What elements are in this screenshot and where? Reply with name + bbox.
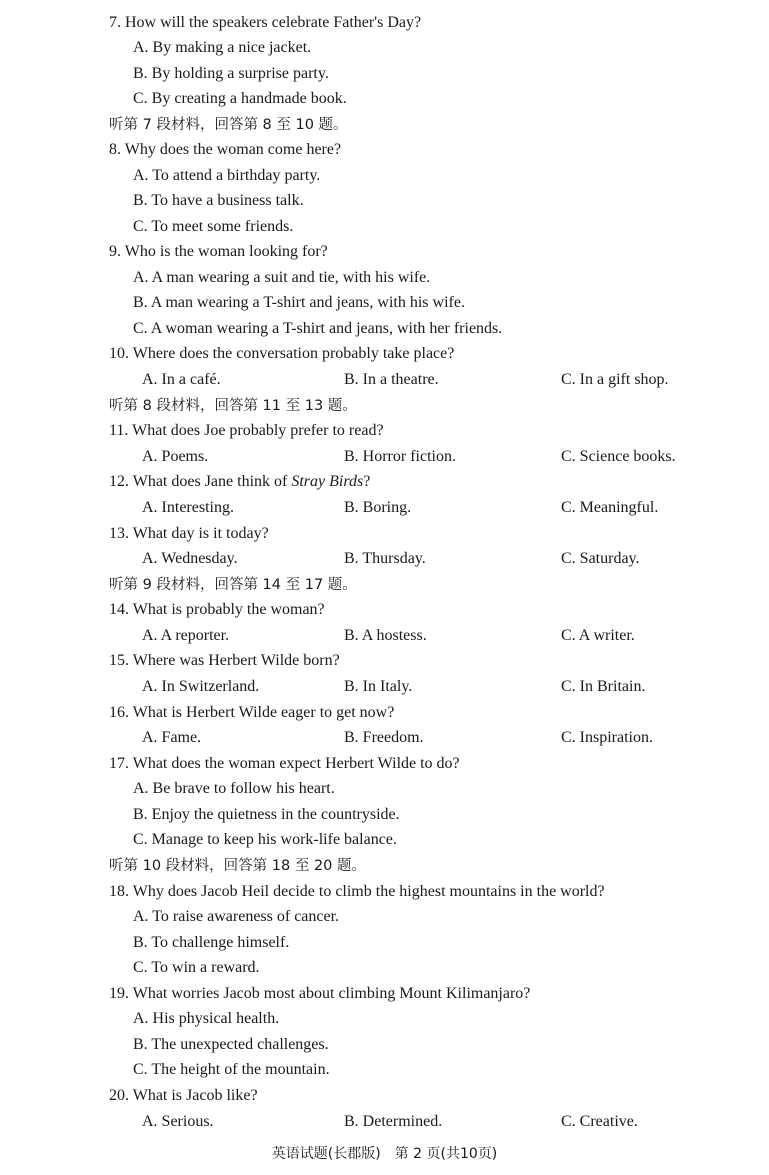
question-13-stem: 13. What day is it today? xyxy=(109,525,269,542)
question-14-option-b: B. A hostess. xyxy=(344,627,427,644)
question-19-option-a: A. His physical health. xyxy=(133,1010,280,1027)
question-20-options xyxy=(142,1110,702,1134)
question-20-option-c: C. Creative. xyxy=(561,1113,638,1130)
question-7-option-c: C. By creating a handmade book. xyxy=(133,90,347,107)
question-17-option-c: C. Manage to keep his work-life balance. xyxy=(133,831,397,848)
question-11-stem: 11. What does Joe probably prefer to read? xyxy=(109,422,384,439)
question-8-option-a: A. To attend a birthday party. xyxy=(133,167,321,184)
question-10-option-c: C. In a gift shop. xyxy=(561,371,669,388)
section-heading-9: 听第 9 段材料，回答第 14 至 17 题。 xyxy=(109,577,357,593)
question-14-option-a: A. A reporter. xyxy=(142,627,230,644)
question-10-options xyxy=(142,368,702,392)
question-14-options xyxy=(142,624,702,648)
question-19-stem: 19. What worries Jacob most about climbing Mount Kilimanjaro? xyxy=(109,985,531,1002)
page-footer: 英语试题(长郡版) 第 2 页(共10页) xyxy=(271,1146,498,1162)
question-16-stem: 16. What is Herbert Wilde eager to get now? xyxy=(109,704,395,721)
question-17-option-a: A. Be brave to follow his heart. xyxy=(133,780,335,797)
section-heading-10: 听第 10 段材料，回答第 18 至 20 题。 xyxy=(109,858,367,874)
question-19-option-b: B. The unexpected challenges. xyxy=(133,1036,329,1053)
question-13-option-a: A. Wednesday. xyxy=(142,550,238,567)
question-15-option-a: A. In Switzerland. xyxy=(142,678,260,695)
question-12-stem-mark: ? xyxy=(363,473,371,490)
question-20-stem: 20. What is Jacob like? xyxy=(109,1087,258,1104)
question-20-option-a: A. Serious. xyxy=(142,1113,214,1130)
question-12-option-b: B. Boring. xyxy=(344,499,412,516)
question-17-option-b: B. Enjoy the quietness in the countryside. xyxy=(133,806,400,823)
question-8-stem: 8. Why does the woman come here? xyxy=(109,141,342,158)
question-16-option-b: B. Freedom. xyxy=(344,729,424,746)
question-20-option-b: B. Determined. xyxy=(344,1113,443,1130)
question-13-option-c: C. Saturday. xyxy=(561,550,640,567)
question-9-option-c: C. A woman wearing a T-shirt and jeans, with her friends. xyxy=(133,320,503,337)
question-11-option-c: C. Science books. xyxy=(561,448,676,465)
question-18-option-b: B. To challenge himself. xyxy=(133,934,290,951)
question-15-options xyxy=(142,675,702,699)
question-15-stem: 15. Where was Herbert Wilde born? xyxy=(109,652,340,669)
question-7-option-a: A. By making a nice jacket. xyxy=(133,39,312,56)
question-19-option-c: C. The height of the mountain. xyxy=(133,1061,330,1078)
question-13-option-b: B. Thursday. xyxy=(344,550,426,567)
question-9-option-b: B. A man wearing a T-shirt and jeans, with his wife. xyxy=(133,294,465,311)
question-12-options xyxy=(142,496,702,520)
question-11-options xyxy=(142,445,702,469)
question-11-option-a: A. Poems. xyxy=(142,448,209,465)
question-16-options xyxy=(142,726,702,750)
question-16-option-c: C. Inspiration. xyxy=(561,729,653,746)
question-9-stem: 9. Who is the woman looking for? xyxy=(109,243,328,260)
question-8-option-c: C. To meet some friends. xyxy=(133,218,294,235)
question-16-option-a: A. Fame. xyxy=(142,729,202,746)
section-heading-8: 听第 8 段材料，回答第 11 至 13 题。 xyxy=(109,398,357,414)
section-heading-7: 听第 7 段材料，回答第 8 至 10 题。 xyxy=(109,117,348,133)
question-17-stem: 17. What does the woman expect Herbert Wilde to do? xyxy=(109,755,460,772)
question-18-option-c: C. To win a reward. xyxy=(133,959,260,976)
question-15-option-b: B. In Italy. xyxy=(344,678,413,695)
question-12-option-a: A. Interesting. xyxy=(142,499,234,516)
question-12-stem-text: 12. What does Jane think of xyxy=(109,473,292,490)
question-18-option-a: A. To raise awareness of cancer. xyxy=(133,908,340,925)
question-10-option-a: A. In a café. xyxy=(142,371,221,388)
question-10-option-b: B. In a theatre. xyxy=(344,371,439,388)
question-11-option-b: B. Horror fiction. xyxy=(344,448,456,465)
question-10-stem: 10. Where does the conversation probably take place? xyxy=(109,345,455,362)
question-13-options xyxy=(142,547,702,571)
question-12-book-title: Stray Birds xyxy=(291,473,364,490)
question-8-option-b: B. To have a business talk. xyxy=(133,192,304,209)
question-7-option-b: B. By holding a surprise party. xyxy=(133,65,329,82)
question-12-option-c: C. Meaningful. xyxy=(561,499,659,516)
question-12-stem xyxy=(109,470,370,494)
question-14-stem: 14. What is probably the woman? xyxy=(109,601,325,618)
question-18-stem: 18. Why does Jacob Heil decide to climb the highest mountains in the world? xyxy=(109,883,605,900)
question-15-option-c: C. In Britain. xyxy=(561,678,646,695)
question-7-stem: 7. How will the speakers celebrate Father's Day? xyxy=(109,14,422,31)
question-9-option-a: A. A man wearing a suit and tie, with his wife. xyxy=(133,269,431,286)
question-14-option-c: C. A writer. xyxy=(561,627,635,644)
